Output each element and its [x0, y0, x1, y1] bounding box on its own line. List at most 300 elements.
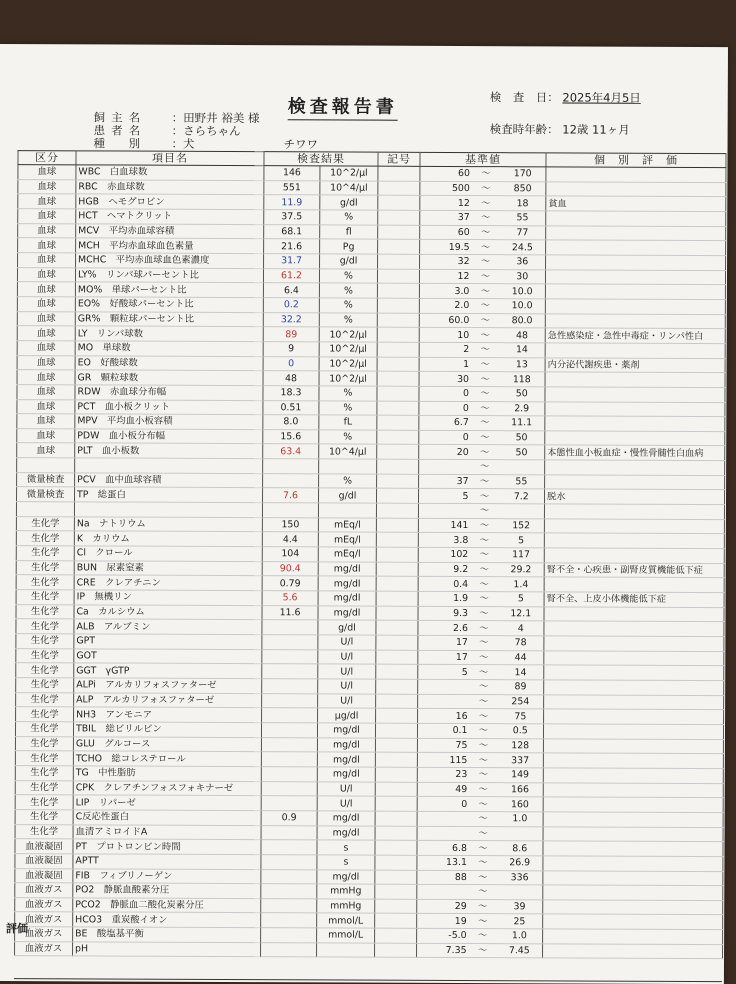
unit-cell: 10^2/μl — [319, 342, 377, 357]
result-cell: 21.6 — [264, 239, 320, 254]
reference-high-cell: 50 — [499, 387, 545, 402]
item-name-cell: MCV 平均赤血球容積 — [76, 223, 264, 238]
item-name-cell: RDW 赤血球分布幅 — [75, 385, 263, 400]
reference-high-cell — [498, 504, 544, 519]
reference-high-cell: 1.0 — [497, 929, 543, 944]
mark-cell — [376, 635, 418, 650]
reference-high-cell: 55 — [500, 211, 546, 226]
reference-low-cell: 32 — [420, 254, 472, 269]
mark-cell — [377, 445, 419, 460]
item-name-cell: CRE クレアチニン — [74, 575, 262, 590]
reference-low-cell: 1.9 — [418, 591, 470, 606]
item-name-cell: RBC 赤血球数 — [76, 179, 264, 194]
reference-high-cell: 24.5 — [500, 240, 546, 255]
evaluation-cell: 貧血 — [546, 196, 726, 211]
item-name-cell: BUN 尿素窒素 — [74, 561, 262, 576]
mark-cell — [375, 914, 417, 929]
unit-cell: mg/dl — [318, 591, 376, 606]
evaluation-label: 評価 — [6, 922, 28, 935]
reference-low-cell — [418, 694, 470, 709]
reference-low-cell: 75 — [417, 738, 469, 753]
evaluation-cell — [543, 885, 723, 900]
category-cell: 血球 — [17, 399, 75, 414]
mark-cell — [375, 752, 417, 767]
reference-high-cell: 1.4 — [498, 577, 544, 592]
reference-low-cell: -5.0 — [417, 928, 469, 943]
category-cell: 生化学 — [16, 560, 74, 575]
item-name-cell: EO% 好酸球パーセント比 — [75, 297, 263, 312]
evaluation-cell — [546, 167, 726, 182]
reference-high-cell: 80.0 — [499, 313, 545, 328]
reference-tilde-cell: ～ — [472, 167, 500, 182]
reference-high-cell: 39 — [497, 899, 543, 914]
category-cell: 生化学 — [15, 765, 73, 780]
reference-tilde-cell: ～ — [469, 738, 497, 753]
reference-low-cell: 5 — [418, 665, 470, 680]
reference-low-cell: 2.0 — [419, 298, 471, 313]
reference-high-cell: 5 — [498, 533, 544, 548]
unit-cell: U/l — [318, 635, 376, 650]
reference-low-cell — [417, 811, 469, 826]
reference-low-cell: 0 — [419, 430, 471, 445]
reference-low-cell: 0 — [417, 797, 469, 812]
reference-low-cell: 29 — [417, 899, 469, 914]
unit-cell: mg/dl — [317, 869, 375, 884]
category-cell: 血液凝固 — [15, 868, 73, 883]
result-cell — [261, 942, 317, 957]
evaluation-cell — [543, 856, 723, 871]
evaluation-cell — [543, 914, 723, 929]
evaluation-cell — [545, 431, 725, 446]
category-cell: 生化学 — [16, 604, 74, 619]
reference-high-cell: 152 — [498, 518, 544, 533]
category-cell: 血球 — [17, 384, 75, 399]
reference-high-cell: 5 — [498, 592, 544, 607]
evaluation-cell — [544, 533, 724, 548]
reference-tilde-cell: ～ — [470, 592, 498, 607]
item-name-cell: 血清アミロイドA — [73, 824, 261, 839]
unit-cell: mg/dl — [317, 825, 375, 840]
result-cell: 15.6 — [263, 429, 319, 444]
item-name-cell: PT プロトロンビン時間 — [73, 839, 261, 854]
reference-low-cell: 102 — [418, 547, 470, 562]
reference-high-cell: 89 — [498, 680, 544, 695]
mark-cell — [375, 899, 417, 914]
reference-tilde-cell: ～ — [472, 181, 500, 196]
mark-cell — [377, 327, 419, 342]
unit-cell: U/l — [318, 664, 376, 679]
unit-cell: s — [317, 855, 375, 870]
reference-tilde-cell: ～ — [471, 474, 499, 489]
category-cell: 血球 — [18, 253, 76, 268]
evaluation-cell — [543, 944, 723, 959]
patient-label: 患者名 — [93, 123, 147, 138]
category-cell: 微量検査 — [17, 487, 75, 502]
reference-tilde-cell: ～ — [472, 196, 500, 211]
mark-cell — [377, 474, 419, 489]
col-mark: 記号 — [378, 152, 420, 166]
mark-cell — [376, 547, 418, 562]
unit-cell: % — [319, 283, 377, 298]
item-name-cell: WBC 白血球数 — [76, 165, 264, 180]
exam-age — [490, 121, 630, 138]
reference-high-cell: 78 — [498, 636, 544, 651]
evaluation-cell — [544, 724, 724, 739]
item-name-cell: APTT — [73, 854, 261, 869]
result-cell — [261, 737, 317, 752]
reference-tilde-cell: ～ — [470, 489, 498, 504]
unit-cell: % — [319, 474, 377, 489]
result-cell — [263, 473, 319, 488]
species-label: 種 別 — [93, 136, 147, 151]
mark-cell — [376, 533, 418, 548]
item-name-cell: LY リンパ球数 — [75, 326, 263, 341]
reference-high-cell — [499, 460, 545, 475]
reference-high-cell: 36 — [500, 255, 546, 270]
category-cell: 生化学 — [16, 648, 74, 663]
category-cell: 生化学 — [16, 663, 74, 678]
reference-low-cell: 9.3 — [418, 606, 470, 621]
evaluation-cell — [546, 182, 726, 197]
item-name-cell: ALB アルブミン — [74, 619, 262, 634]
reference-high-cell: 850 — [500, 181, 546, 196]
mark-cell — [377, 298, 419, 313]
reference-high-cell: 30 — [499, 269, 545, 284]
reference-tilde-cell: ～ — [470, 694, 498, 709]
breed-value: チワワ — [283, 137, 319, 152]
item-name-cell: PO2 静脈血酸素分圧 — [73, 883, 261, 898]
evaluation-cell — [544, 548, 724, 563]
evaluation-cell — [544, 621, 724, 636]
mark-cell — [375, 723, 417, 738]
col-evaluation: 個 別 評 価 — [546, 153, 726, 168]
result-cell — [261, 913, 317, 928]
mark-cell — [375, 943, 417, 958]
category-cell: 血球 — [18, 209, 76, 224]
reference-tilde-cell: ～ — [469, 943, 497, 958]
evaluation-cell — [545, 387, 725, 402]
mark-cell — [378, 210, 420, 225]
reference-tilde-cell: ～ — [469, 826, 497, 841]
reference-low-cell: 6.8 — [417, 841, 469, 856]
result-cell — [262, 664, 318, 679]
species-row — [94, 135, 195, 151]
evaluation-cell — [545, 475, 725, 490]
item-name-cell: TBIL 総ビリルビン — [73, 722, 261, 737]
unit-cell: mg/dl — [317, 767, 375, 782]
item-name-cell: PLT 血小板数 — [75, 443, 263, 458]
reference-high-cell: 336 — [497, 870, 543, 885]
item-name-cell: LY% リンパ球パーセント比 — [75, 267, 263, 282]
result-cell — [261, 928, 317, 943]
evaluation-cell — [543, 826, 723, 841]
col-item: 項目名 — [76, 151, 264, 166]
category-cell: 血液ガス — [15, 912, 73, 927]
unit-cell: mEq/l — [318, 532, 376, 547]
evaluation-cell — [544, 665, 724, 680]
reference-low-cell: 60 — [420, 166, 472, 181]
mark-cell — [376, 664, 418, 679]
item-name-cell: TP 総蛋白 — [75, 487, 263, 502]
unit-cell: mg/dl — [318, 606, 376, 621]
category-cell: 血球 — [17, 428, 75, 443]
category-cell: 生化学 — [16, 678, 74, 693]
reference-high-cell: 13 — [499, 357, 545, 372]
result-cell: 37.5 — [264, 210, 320, 225]
reference-low-cell: 5 — [418, 489, 470, 504]
mark-cell — [377, 371, 419, 386]
evaluation-cell: 内分泌代謝疾患・薬剤 — [545, 357, 725, 372]
result-cell — [262, 693, 318, 708]
result-cell: 0.79 — [262, 576, 318, 591]
reference-low-cell — [418, 503, 470, 518]
reference-high-cell: 44 — [498, 650, 544, 665]
unit-cell: 10^2/μl — [319, 356, 377, 371]
item-name-cell: pH — [73, 942, 261, 957]
item-name-cell: PCO2 静脈血二酸化炭素分圧 — [73, 898, 261, 913]
unit-cell: mg/dl — [317, 737, 375, 752]
mark-cell — [375, 884, 417, 899]
reference-low-cell: 13.1 — [417, 855, 469, 870]
result-cell: 104 — [262, 547, 318, 562]
reference-high-cell: 10.0 — [499, 284, 545, 299]
reference-tilde-cell: ～ — [469, 811, 497, 826]
item-name-cell: FIB フィブリノーゲン — [73, 868, 261, 883]
reference-low-cell: 0 — [419, 386, 471, 401]
reference-tilde-cell: ～ — [470, 665, 498, 680]
reference-tilde-cell: ～ — [470, 650, 498, 665]
evaluation-cell: 急性感染症・急性中毒症・リンパ性白 — [545, 328, 725, 343]
item-name-cell: MPV 平均血小板容積 — [75, 414, 263, 429]
reference-high-cell: 2.9 — [499, 401, 545, 416]
reference-tilde-cell: ～ — [469, 914, 497, 929]
report-sheet — [0, 44, 728, 984]
reference-high-cell: 55 — [499, 474, 545, 489]
reference-high-cell: 29.2 — [498, 562, 544, 577]
reference-low-cell: 20 — [419, 445, 471, 460]
reference-tilde-cell: ～ — [469, 929, 497, 944]
category-cell: 微量検査 — [17, 472, 75, 487]
category-cell: 血球 — [17, 414, 75, 429]
item-name-cell: MO 単球数 — [75, 341, 263, 356]
result-cell — [263, 459, 319, 474]
reference-low-cell: 10 — [419, 328, 471, 343]
reference-high-cell: 1.0 — [497, 812, 543, 827]
unit-cell: U/l — [317, 796, 375, 811]
mark-cell — [376, 562, 418, 577]
reference-high-cell: 11.1 — [499, 416, 545, 431]
unit-cell: fl — [320, 225, 378, 240]
category-cell: 血液ガス — [15, 941, 73, 956]
unit-cell: mmHg — [317, 899, 375, 914]
item-name-cell: MCH 平均赤血球血色素量 — [76, 238, 264, 253]
evaluation-cell — [544, 651, 724, 666]
result-cell: 63.4 — [263, 444, 319, 459]
reference-tilde-cell: ～ — [471, 328, 499, 343]
mark-cell — [376, 577, 418, 592]
evaluation-cell — [545, 416, 725, 431]
reference-tilde-cell: ～ — [470, 548, 498, 563]
reference-high-cell: 10.0 — [499, 299, 545, 314]
reference-high-cell: 18 — [500, 196, 546, 211]
category-cell: 生化学 — [16, 619, 74, 634]
reference-low-cell: 17 — [418, 635, 470, 650]
reference-tilde-cell: ～ — [469, 767, 497, 782]
reference-tilde-cell: ～ — [470, 577, 498, 592]
result-cell: 61.2 — [263, 268, 319, 283]
reference-high-cell — [497, 826, 543, 841]
mark-cell — [375, 870, 417, 885]
reference-low-cell: 7.35 — [417, 943, 469, 958]
reference-tilde-cell: ～ — [472, 211, 500, 226]
reference-low-cell — [417, 826, 469, 841]
result-cell — [261, 825, 317, 840]
result-cell: 11.9 — [264, 195, 320, 210]
evaluation-cell — [544, 636, 724, 651]
evaluation-cell — [545, 343, 725, 358]
result-cell: 4.4 — [262, 532, 318, 547]
mark-cell — [377, 415, 419, 430]
mark-cell — [375, 796, 417, 811]
evaluation-cell — [543, 929, 723, 944]
evaluation-cell — [544, 680, 724, 695]
category-cell: 血液凝固 — [15, 853, 73, 868]
result-cell — [262, 649, 318, 664]
evaluation-cell — [544, 504, 724, 519]
evaluation-cell: 本態性血小板血症・慢性骨髄性白血病 — [545, 445, 725, 460]
mark-cell — [376, 650, 418, 665]
item-name-cell: IP 無機リン — [74, 590, 262, 605]
mark-cell — [377, 357, 419, 372]
reference-tilde-cell: ～ — [472, 240, 500, 255]
item-name-cell: GGT γGTP — [74, 663, 262, 678]
evaluation-cell — [544, 519, 724, 534]
category-cell: 血球 — [18, 194, 76, 209]
mark-cell — [377, 459, 419, 474]
mark-cell — [377, 342, 419, 357]
result-cell: 0.2 — [263, 298, 319, 313]
mark-cell — [375, 928, 417, 943]
unit-cell: U/l — [318, 650, 376, 665]
category-cell: 生化学 — [15, 722, 73, 737]
item-name-cell: C反応性蛋白 — [73, 810, 261, 825]
patient-value: ：さらちゃん — [171, 123, 241, 139]
unit-cell: % — [320, 210, 378, 225]
reference-low-cell: 19 — [417, 914, 469, 929]
item-name-cell: EO 好酸球数 — [75, 355, 263, 370]
reference-high-cell: 26.9 — [497, 856, 543, 871]
category-cell: 生化学 — [16, 516, 74, 531]
reference-tilde-cell: ～ — [471, 386, 499, 401]
unit-cell: mg/dl — [317, 723, 375, 738]
reference-tilde-cell: ～ — [471, 342, 499, 357]
item-name-cell: MO% 単球パーセント比 — [75, 282, 263, 297]
unit-cell: mg/dl — [317, 811, 375, 826]
unit-cell: g/dl — [320, 195, 378, 210]
result-cell — [261, 796, 317, 811]
mark-cell — [377, 430, 419, 445]
result-cell — [262, 635, 318, 650]
unit-cell: % — [319, 312, 377, 327]
exam-age-value: 12歳 11ヶ月 — [562, 122, 630, 137]
unit-cell: 10^2/μl — [319, 327, 377, 342]
reference-tilde-cell: ～ — [471, 269, 499, 284]
mark-cell — [376, 489, 418, 504]
result-cell: 551 — [264, 180, 320, 195]
item-name-cell: MCHC 平均赤血球血色素濃度 — [76, 253, 264, 268]
reference-tilde-cell: ～ — [469, 855, 497, 870]
item-name-cell: HCT ヘマトクリット — [76, 209, 264, 224]
reference-high-cell: 170 — [500, 167, 546, 182]
reference-high-cell: 75 — [498, 709, 544, 724]
reference-high-cell: 77 — [500, 225, 546, 240]
category-cell: 血球 — [17, 355, 75, 370]
reference-low-cell: 141 — [418, 518, 470, 533]
reference-low-cell: 1 — [419, 357, 471, 372]
reference-tilde-cell: ～ — [472, 225, 500, 240]
mark-cell — [375, 782, 417, 797]
reference-tilde-cell: ～ — [469, 723, 497, 738]
reference-low-cell: 60 — [420, 225, 472, 240]
evaluation-cell — [546, 255, 726, 270]
reference-high-cell: 0.5 — [497, 724, 543, 739]
evaluation-cell — [543, 738, 723, 753]
evaluation-cell — [545, 401, 725, 416]
mark-cell — [376, 503, 418, 518]
reference-tilde-cell: ～ — [471, 357, 499, 372]
reference-low-cell: 3.8 — [418, 533, 470, 548]
reference-tilde-cell: ～ — [469, 899, 497, 914]
exam-date-label: 検 査 日： — [489, 90, 559, 105]
reference-tilde-cell: ～ — [470, 518, 498, 533]
evaluation-cell — [545, 313, 725, 328]
reference-tilde-cell: ～ — [470, 621, 498, 636]
category-cell: 血球 — [17, 311, 75, 326]
category-cell: 血液ガス — [15, 897, 73, 912]
col-category: 区分 — [18, 151, 76, 165]
result-cell: 5.6 — [262, 591, 318, 606]
unit-cell: Pg — [320, 239, 378, 254]
result-cell — [261, 869, 317, 884]
evaluation-cell — [544, 607, 724, 622]
category-cell: 生化学 — [16, 531, 74, 546]
result-cell — [261, 884, 317, 899]
result-cell: 0.9 — [261, 811, 317, 826]
evaluation-cell — [543, 841, 723, 856]
reference-tilde-cell: ～ — [471, 430, 499, 445]
mark-cell — [375, 855, 417, 870]
item-name-cell: Cl クロール — [74, 546, 262, 561]
mark-cell — [377, 269, 419, 284]
reference-high-cell: 4 — [498, 621, 544, 636]
evaluation-cell: 腎不全・心疾患・副腎皮質機能低下症 — [544, 563, 724, 578]
reference-low-cell: 23 — [417, 767, 469, 782]
category-cell: 血球 — [17, 296, 75, 311]
result-cell — [262, 620, 318, 635]
category-cell: 血液ガス — [15, 927, 73, 942]
unit-cell: μg/dl — [318, 708, 376, 723]
page-title: 検査報告書 — [288, 92, 398, 120]
evaluation-cell — [544, 695, 724, 710]
item-name-cell: PCT 血小板クリット — [75, 399, 263, 414]
evaluation-cell: 脱水 — [545, 489, 725, 504]
mark-cell — [376, 694, 418, 709]
evaluation-cell — [544, 709, 724, 724]
item-name-cell: GPT — [74, 634, 262, 649]
exam-date — [490, 89, 641, 106]
result-cell — [262, 503, 318, 518]
col-reference: 基準値 — [420, 152, 546, 167]
